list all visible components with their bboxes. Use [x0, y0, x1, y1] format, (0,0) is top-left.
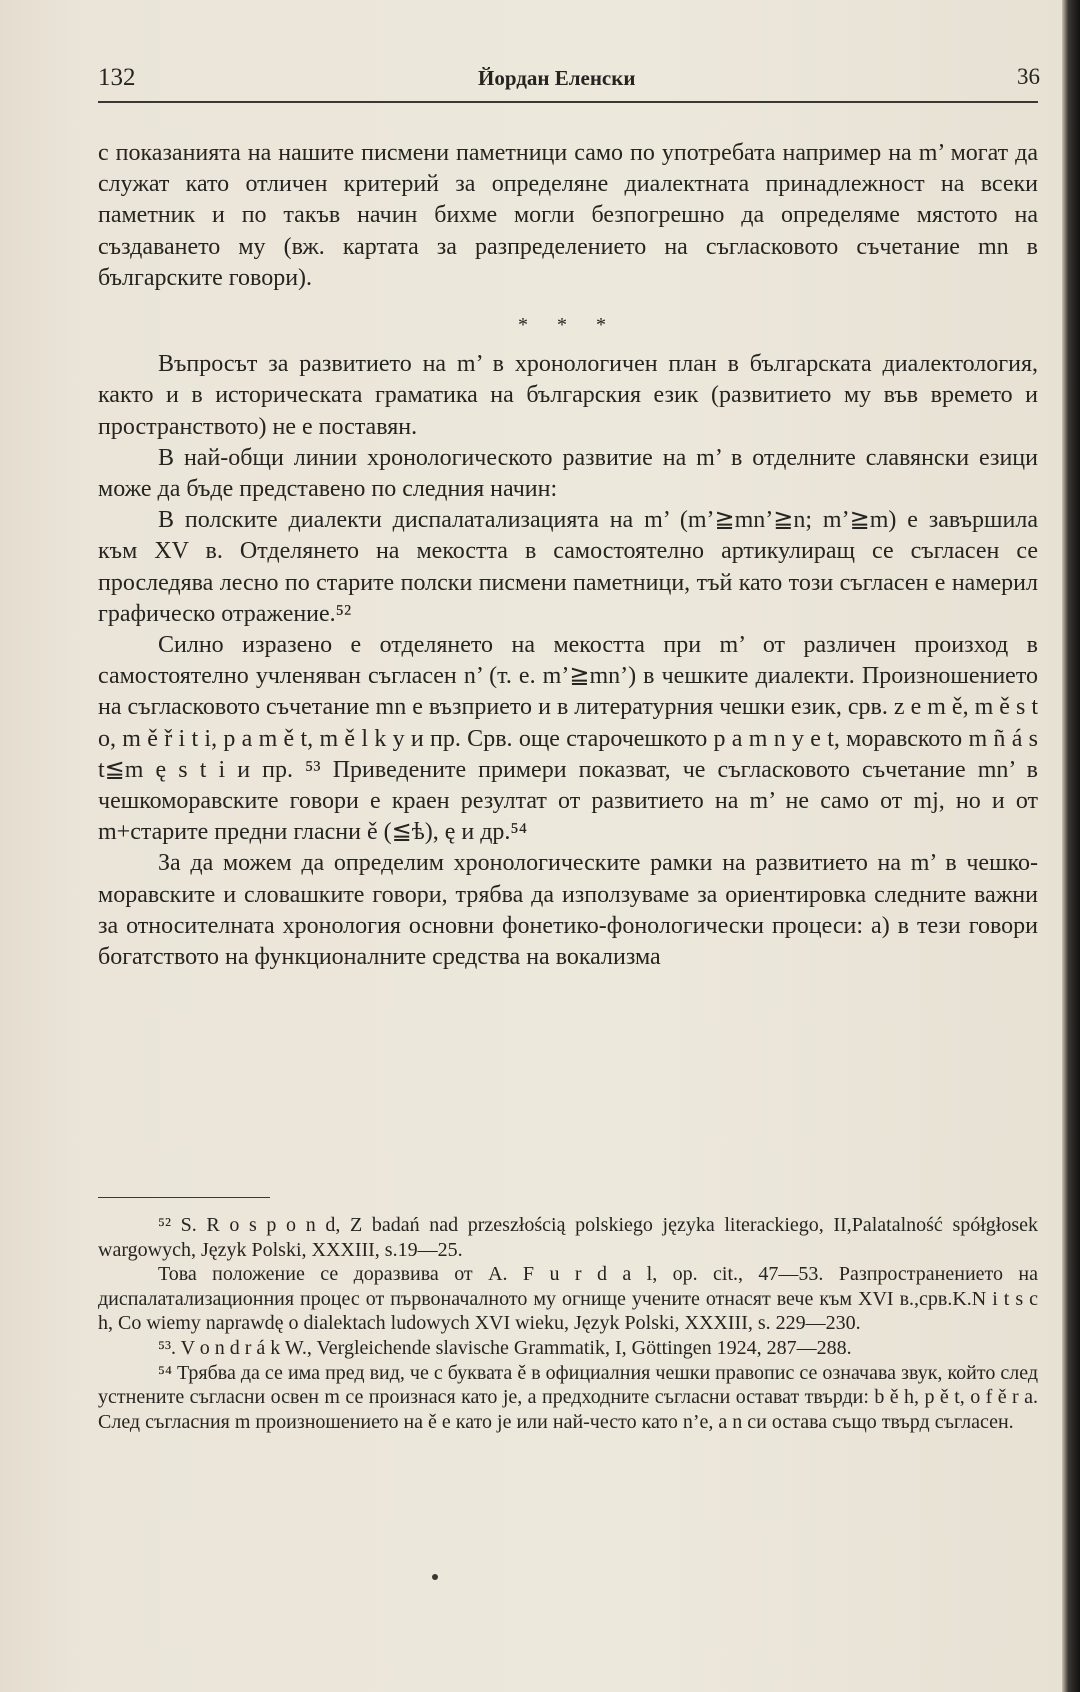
running-title: Йордан Еленски — [478, 66, 636, 90]
footnote-52: ⁵² S. R o s p o n d, Z badań nad przeszłością polskiego języka literackiego, II,Palatalność spółgłosek wargowych, Język Polski, XXXIII, s.19—25. — [98, 1214, 1038, 1261]
header-rule — [98, 101, 1038, 103]
footnote-52-continued: Това положение се доразвива от A. F u r d a l, op. cit., 47—53. Разпространението на диспалатализационния процес от първоначалното му огнище учените отнасят вече към XVI в.,срв.K.N i t s c h, Co wiemy naprawdę o dialektach ludowych XVI wieku, Język Polski, XXXIII, s. 229—230. — [98, 1263, 1038, 1335]
paragraph-5: Силно изразено е отделянето на мекостта при m’ от различен произход в самостоятелно учленяван съгласен n’ (т. е. m’≧mn’) в чешките диалекти. Произношението на съгласковото съчетание mn е възприето и в литературния чешки език, срв. z e m ě, m ě s t o, m ě ř i t i, p a m ě t, m ě l k y и пр. Срв. още старочешкото p a m n y e t, моравското m ñ á s t≦m ę s t i и пр. ⁵³ Приведените примери показват, че съгласковото съчетание mn’ в чешкоморавските говори е краен резултат от развитието на m’ не само от mj, но и от m+старите предни гласни ě (≦ѣ), ę и др.⁵⁴ — [98, 632, 1038, 846]
page-speck — [432, 1574, 438, 1580]
paragraph-6: За да можем да определим хронологическите рамки на развитието на m’ в чешко-моравските и словашките говори, трябва да използуваме за ориентировка следните важни за относителната хронология основни фонетико-фонологически процеси: а) в тези говори богатството на функционалните средства на вокализма — [98, 850, 1038, 971]
running-header — [98, 62, 1040, 102]
footnote-53: ⁵³. V o n d r á k W., Vergleichende slavische Grammatik, I, Göttingen 1924, 287—288. — [158, 1336, 852, 1359]
signature-mark: 36 — [1017, 64, 1040, 89]
paragraph-4: В полските диалекти диспалатализацията на m’ (m’≧mn’≧n; m’≧m) е завършила към XV в. Отделянето на мекостта в самостоятелно артикулиращ се съгласен се проследява лесно по старите полски писмени паметници, тъй като този съгласен е намерил графическо отражение.⁵² — [98, 507, 1038, 627]
footnote-54: ⁵⁴ Трябва да се има пред вид, че с буквата ě в официалния чешки правопис се означава звук, който след устнените съгласни освен m се произнася като je, а предходните съгласни остават твърди: b ě h, p ě t, o f ě r a. След съгласния m произношението на ě е като je или най-често като n’e, а n си остава също твърд съгласен. — [98, 1361, 1038, 1433]
section-separator: * * * — [518, 314, 618, 337]
paragraph-2: Въпросът за развитието на m’ в хронологичен план в българската диалектология, както и в историческата граматика на българския език (развитието му във времето и пространството) не е поставян. — [98, 351, 1038, 440]
footnote-rule — [98, 1197, 270, 1198]
footnotes — [98, 1213, 1038, 1434]
page-number: 132 — [98, 64, 136, 91]
main-text — [98, 138, 1038, 973]
book-spine-shadow — [1062, 0, 1080, 1692]
paragraph-1: с показанията на нашите писмени паметници само по употребата например на m’ могат да служат като отличен критерий за определяне диалектната принадлежност на всеки паметник и по такъв начин бихме могли безпогрешно да определяме мястото на създаването му (вж. картата за разпределението на съгласковото съчетание mn в българските говори). — [98, 140, 1038, 291]
paragraph-3: В най-общи линии хронологическото развитие на m’ в отделните славянски езици може да бъде представено по следния начин: — [98, 444, 1038, 503]
